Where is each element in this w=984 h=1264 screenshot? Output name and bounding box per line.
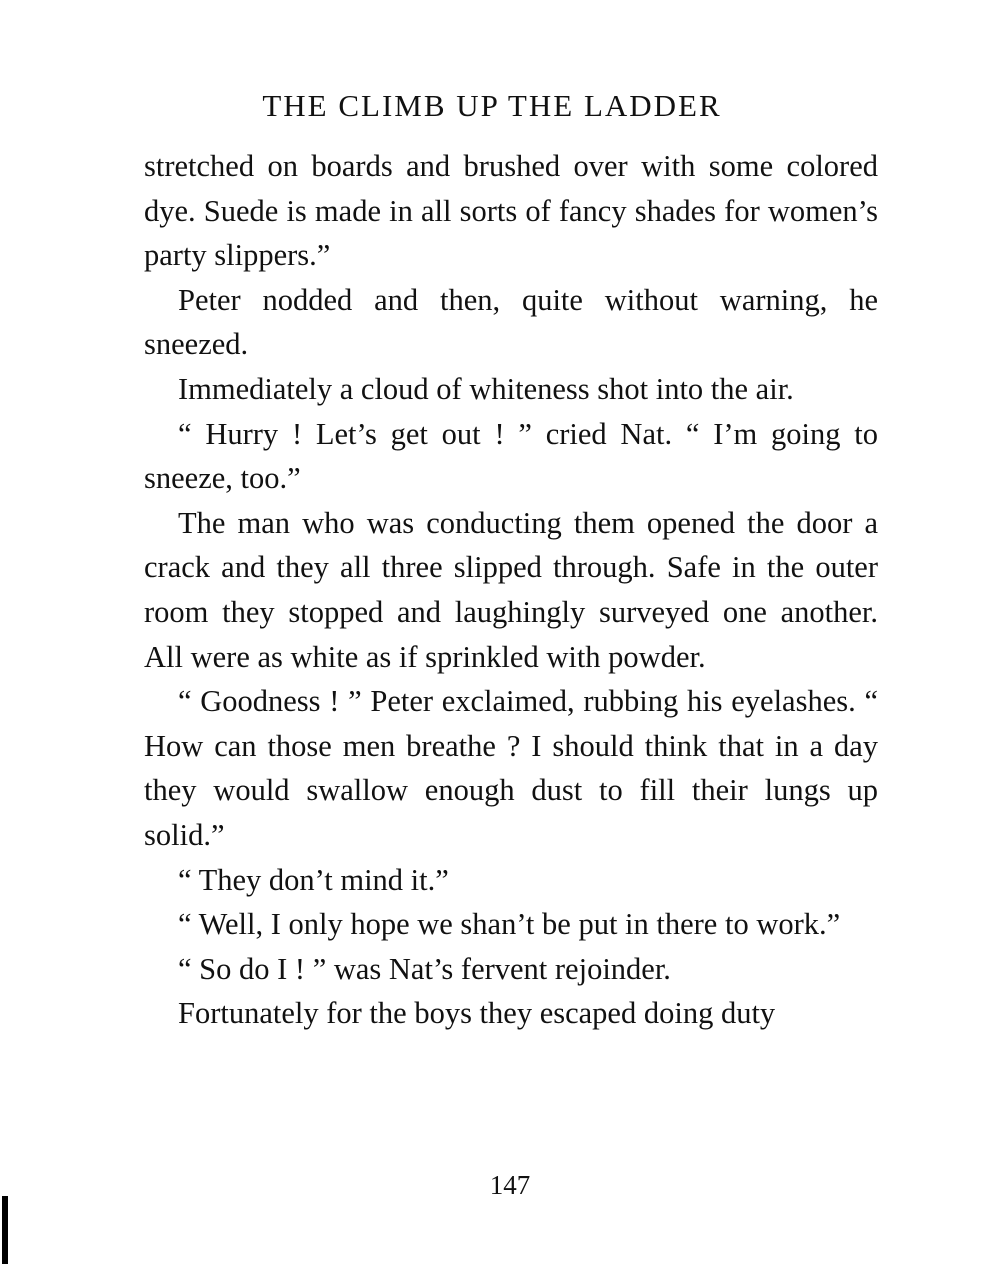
running-head: THE CLIMB UP THE LADDER — [262, 88, 722, 123]
paragraph: Fortunately for the boys they escaped doing duty — [178, 996, 776, 1031]
paragraph: “ They don’t mind it.” — [178, 862, 449, 897]
paragraph: The man who was conducting them opened the door a crack and they all three slipped through. Safe in the outer room they stopped and laughingly surveyed one another. All were as white as if sprinkled with powder. — [144, 505, 878, 674]
body-text — [144, 144, 878, 1036]
paragraph: “ Well, I only hope we shan’t be put in there to work.” — [178, 907, 841, 942]
paragraph: “ Hurry ! Let’s get out ! ” cried Nat. “ I’m going to sneeze, too.” — [144, 416, 878, 496]
paragraph: “ So do I ! ” was Nat’s fervent rejoinder. — [178, 951, 671, 986]
paragraph: stretched on boards and brushed over with some colored dye. Suede is made in all sorts of fancy shades for women’s party slippers.” — [144, 149, 878, 273]
paragraph: Peter nodded and then, quite without warning, he sneezed. — [144, 282, 878, 362]
scan-edge-mark — [2, 1196, 8, 1264]
page-number: 147 — [489, 1170, 531, 1200]
paragraph: Immediately a cloud of whiteness shot into the air. — [178, 371, 794, 406]
paragraph: “ Goodness ! ” Peter exclaimed, rubbing his eyelashes. “ How can those men breathe ? I should think that in a day they would swallow enough dust to fill their lungs up solid.” — [144, 684, 878, 852]
